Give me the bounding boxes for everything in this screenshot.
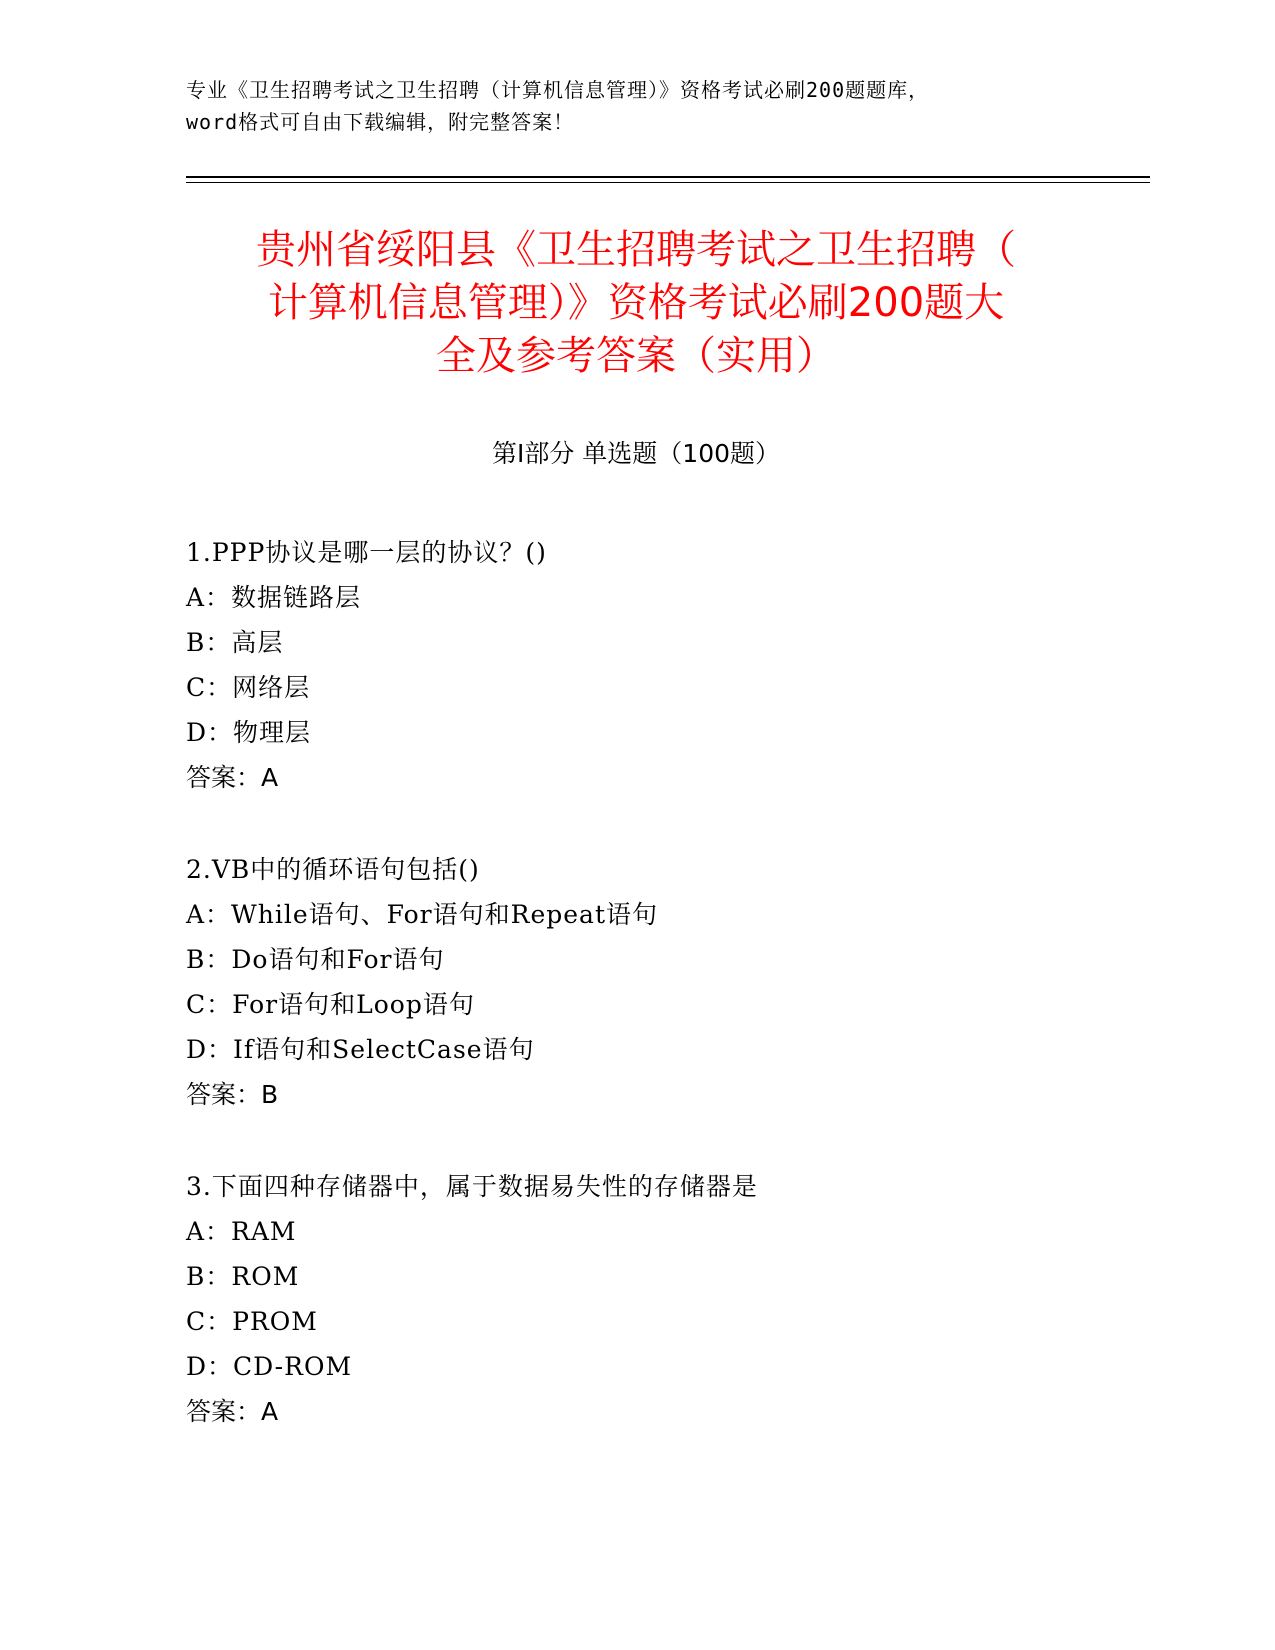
header-divider-thick	[186, 176, 1150, 178]
option-d: D：If语句和SelectCase语句	[186, 1035, 535, 1064]
option-a: A：RAM	[186, 1217, 297, 1246]
question-stem: 2.VB中的循环语句包括()	[186, 855, 480, 884]
document-title-line-1: 贵州省绥阳县《卫生招聘考试之卫生招聘（	[256, 227, 1016, 273]
header-divider-thin	[186, 182, 1150, 183]
option-a: A：While语句、For语句和Repeat语句	[186, 900, 658, 929]
question-1	[186, 530, 1146, 800]
answer-line: 答案：B	[186, 1080, 279, 1109]
question-stem: 3.下面四种存储器中，属于数据易失性的存储器是	[186, 1172, 758, 1201]
option-a: A：数据链路层	[186, 583, 362, 612]
option-b: B：Do语句和For语句	[186, 945, 445, 974]
option-b: B：ROM	[186, 1262, 300, 1291]
header-note-line-2: word格式可自由下载编辑，附完整答案！	[186, 110, 575, 134]
option-c: C：网络层	[186, 673, 311, 702]
document-title-line-2: 计算机信息管理）》资格考试必刷200题大	[267, 280, 1005, 326]
section-heading: 第Ⅰ部分 单选题（100题）	[491, 439, 781, 468]
option-c: C：PROM	[186, 1307, 318, 1336]
option-d: D：CD-ROM	[186, 1352, 353, 1381]
header-note	[186, 74, 1086, 138]
option-d: D：物理层	[186, 718, 312, 747]
question-2	[186, 847, 1146, 1117]
question-3	[186, 1164, 1146, 1434]
answer-line: 答案：A	[186, 1397, 279, 1426]
document-title-line-3: 全及参考答案（实用）	[436, 333, 836, 379]
question-list	[186, 530, 1146, 1481]
answer-line: 答案：A	[186, 763, 279, 792]
document-title	[186, 224, 1086, 383]
header-note-line-1: 专业《卫生招聘考试之卫生招聘（计算机信息管理）》资格考试必刷200题题库，	[186, 78, 930, 102]
option-b: B：高层	[186, 628, 284, 657]
option-c: C：For语句和Loop语句	[186, 990, 475, 1019]
question-stem: 1.PPP协议是哪一层的协议？()	[186, 538, 547, 567]
